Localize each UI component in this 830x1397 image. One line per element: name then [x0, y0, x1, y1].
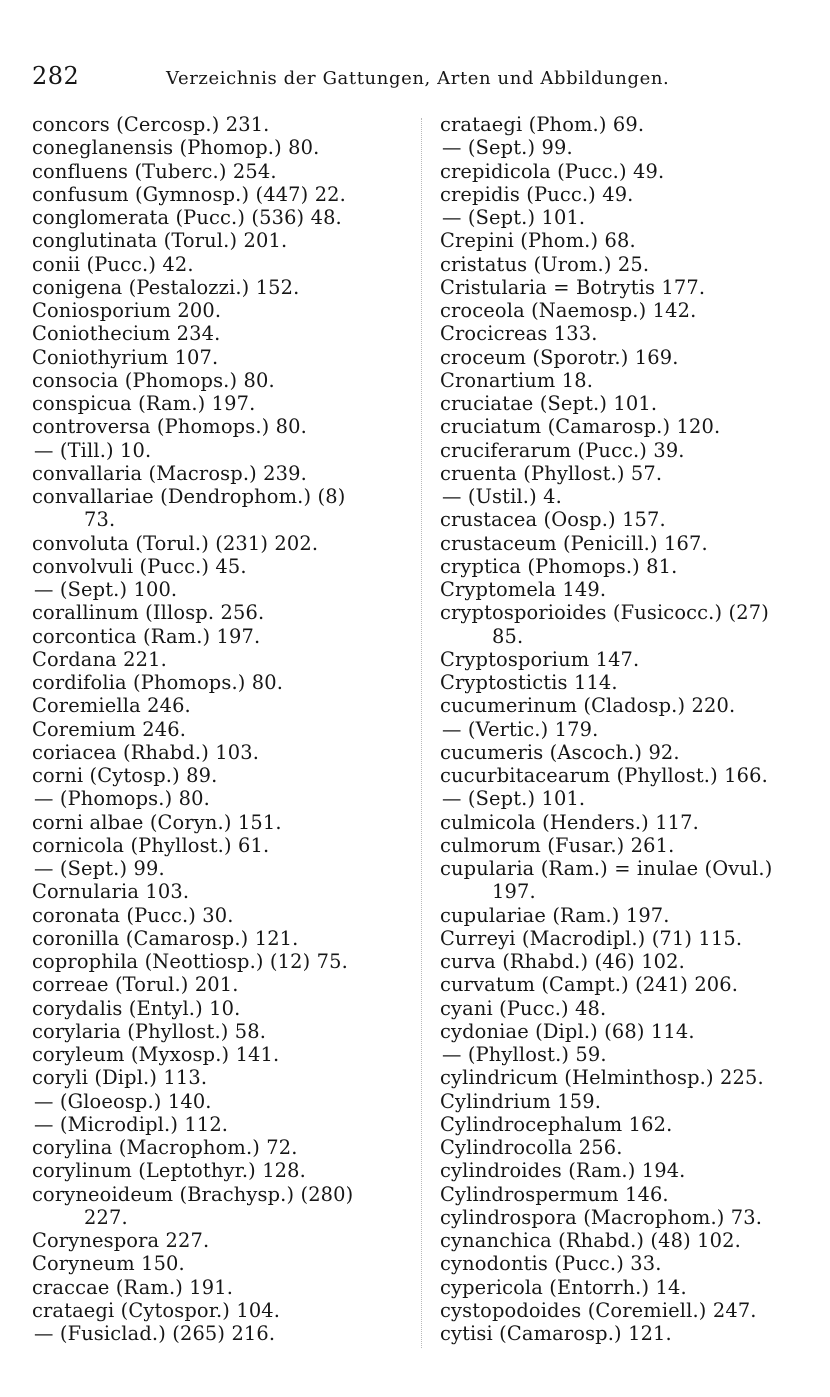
index-subentry: — (Phyllost.) 59.	[442, 1043, 607, 1066]
index-subentry: — (Ustil.) 4.	[442, 485, 562, 508]
index-entry: Crocicreas 133.	[440, 322, 598, 346]
index-entry: corni (Cytosp.) 89.	[32, 764, 218, 787]
index-entry: crepidis (Pucc.) 49.	[440, 182, 634, 206]
index-entry: curvatum (Campt.) (241) 206.	[440, 973, 739, 997]
index-entry: curva (Rhabd.) (46) 102.	[440, 950, 685, 973]
index-entry: Cylindrium 159.	[440, 1089, 602, 1113]
index-subentry: — (Microdipl.) 112.	[34, 1112, 229, 1136]
index-entry: Cylindrocephalum 162.	[440, 1112, 673, 1136]
index-entry: controversa (Phomops.) 80.	[32, 415, 307, 439]
index-entry: cynanchica (Rhabd.) (48) 102.	[440, 1229, 741, 1252]
index-entry: crataegi (Phom.) 69.	[440, 113, 645, 136]
index-entry: cystopodoides (Coremiell.) 247.	[440, 1298, 757, 1322]
index-entry: coryleum (Myxosp.) 141.	[32, 1043, 280, 1066]
index-entry: cylindricum (Helminthosp.) 225.	[440, 1066, 764, 1090]
index-entry: Cylindrospermum 146.	[440, 1182, 669, 1206]
page-header	[32, 62, 802, 96]
index-entry: crustacea (Oosp.) 157.	[440, 508, 666, 532]
index-entry: convallaria (Macrosp.) 239.	[32, 461, 307, 485]
index-entry: Curreyi (Macrodipl.) (71) 115.	[440, 926, 743, 950]
index-entry: coprophila (Neottiosp.) (12) 75.	[32, 950, 348, 973]
index-entry: conspicua (Ram.) 197.	[32, 392, 256, 415]
index-entry: cucumerinum (Cladosp.) 220.	[440, 694, 736, 718]
index-entry: confluens (Tuberc.) 254.	[32, 159, 277, 183]
index-entry: corni albae (Coryn.) 151.	[32, 810, 282, 834]
index-entry: Cornularia 103.	[32, 880, 190, 904]
index-entry: croceum (Sporotr.) 169.	[440, 345, 679, 369]
index-entry: cupulariae (Ram.) 197.	[440, 903, 670, 927]
index-subentry: — (Gloeosp.) 140.	[34, 1089, 212, 1113]
index-entry: Cordana 221.	[32, 647, 167, 671]
index-entry: corydalis (Entyl.) 10.	[32, 996, 241, 1020]
index-entry: crataegi (Cytospor.) 104.	[32, 1298, 281, 1322]
index-entry: convoluta (Torul.) (231) 202.	[32, 531, 319, 555]
index-entry: Cryptomela 149.	[440, 578, 607, 601]
index-entry: corcontica (Ram.) 197.	[32, 624, 261, 648]
index-entry: concors (Cercosp.) 231.	[32, 113, 270, 136]
index-entry: cytisi (Camarosp.) 121.	[440, 1322, 672, 1345]
index-subentry: — (Sept.) 101.	[442, 206, 586, 229]
running-title: Verzeichnis der Gattungen, Arten und Abbildungen.	[166, 68, 670, 89]
index-entry: consocia (Phomops.) 80.	[32, 368, 275, 392]
index-subentry: — (Sept.) 99.	[34, 857, 165, 880]
index-entry: cornicola (Phyllost.) 61.	[32, 833, 270, 857]
index-subentry: — (Sept.) 101.	[442, 787, 586, 811]
index-entry: Crepini (Phom.) 68.	[440, 229, 636, 253]
index-entry: Coryneum 150.	[32, 1252, 185, 1276]
index-entry: coronata (Pucc.) 30.	[32, 903, 234, 927]
index-entry: conigena (Pestalozzi.) 152.	[32, 275, 300, 299]
index-entry: cruciatae (Sept.) 101.	[440, 392, 658, 415]
index-entry: cruenta (Phyllost.) 57.	[440, 461, 663, 485]
index-entry: cyani (Pucc.) 48.	[440, 996, 607, 1020]
index-entry: coryneoideum (Brachysp.) (280)	[32, 1182, 354, 1206]
index-entry: cruciferarum (Pucc.) 39.	[440, 438, 685, 462]
index-entry: coneglanensis (Phomop.) 80.	[32, 136, 320, 160]
index-entry: Coremium 246.	[32, 717, 187, 741]
index-entry: cruciatum (Camarosp.) 120.	[440, 415, 721, 439]
index-entry: coryli (Dipl.) 113.	[32, 1066, 208, 1090]
right-index-column	[440, 113, 812, 1345]
index-entry-continuation: 73.	[84, 508, 116, 532]
index-entry: cylindrospora (Macrophom.) 73.	[440, 1205, 763, 1229]
index-entry: corylaria (Phyllost.) 58.	[32, 1019, 267, 1043]
index-entry: cypericola (Entorrh.) 14.	[440, 1275, 687, 1299]
index-subentry: — (Till.) 10.	[34, 438, 152, 462]
index-subentry: — (Vertic.) 179.	[442, 717, 599, 741]
page-number: 282	[32, 62, 80, 90]
index-entry: Coremiella 246.	[32, 694, 191, 718]
index-entry: Cylindrocolla 256.	[440, 1136, 623, 1159]
index-entry: crepidicola (Pucc.) 49.	[440, 159, 665, 183]
index-entry: Cristularia = Botrytis 177.	[440, 275, 706, 299]
index-entry: cristatus (Urom.) 25.	[440, 252, 650, 276]
index-entry: craccae (Ram.) 191.	[32, 1275, 234, 1299]
index-entry-continuation: 227.	[84, 1205, 128, 1229]
index-entry: corylina (Macrophom.) 72.	[32, 1136, 298, 1159]
index-entry: cydoniae (Dipl.) (68) 114.	[440, 1019, 695, 1043]
index-entry: convallariae (Dendrophom.) (8)	[32, 485, 346, 508]
index-entry: Coniothyrium 107.	[32, 345, 219, 369]
index-entry: corallinum (Illosp. 256.	[32, 601, 265, 625]
index-entry: Cronartium 18.	[440, 368, 594, 392]
index-entry: Corynespora 227.	[32, 1229, 210, 1252]
left-index-column	[32, 113, 410, 1345]
index-entry: culmicola (Henders.) 117.	[440, 810, 699, 834]
index-entry: cryptica (Phomops.) 81.	[440, 554, 678, 578]
index-entry: coriacea (Rhabd.) 103.	[32, 740, 260, 764]
index-entry: conglomerata (Pucc.) (536) 48.	[32, 206, 342, 229]
index-entry-continuation: 85.	[492, 624, 524, 648]
index-entry: cryptosporioides (Fusicocc.) (27)	[440, 601, 769, 625]
column-divider	[421, 118, 422, 1348]
index-entry: Coniosporium 200.	[32, 299, 222, 322]
index-entry: cucumeris (Ascoch.) 92.	[440, 740, 680, 764]
index-subentry: — (Fusiclad.) (265) 216.	[34, 1322, 276, 1345]
index-entry: culmorum (Fusar.) 261.	[440, 833, 675, 857]
index-entry: confusum (Gymnosp.) (447) 22.	[32, 182, 346, 206]
index-entry: correae (Torul.) 201.	[32, 973, 239, 997]
index-entry: convolvuli (Pucc.) 45.	[32, 554, 247, 578]
index-entry: Cryptosporium 147.	[440, 647, 640, 671]
index-entry: Coniothecium 234.	[32, 322, 221, 346]
index-subentry: — (Phomops.) 80.	[34, 787, 210, 811]
index-entry: cupularia (Ram.) = inulae (Ovul.)	[440, 857, 773, 880]
index-entry: cordifolia (Phomops.) 80.	[32, 671, 284, 694]
index-entry: crustaceum (Penicill.) 167.	[440, 531, 708, 555]
index-entry: coronilla (Camarosp.) 121.	[32, 926, 299, 950]
index-entry: cylindroides (Ram.) 194.	[440, 1159, 686, 1183]
index-entry: conii (Pucc.) 42.	[32, 252, 194, 276]
index-entry: conglutinata (Torul.) 201.	[32, 229, 288, 253]
index-entry: croceola (Naemosp.) 142.	[440, 299, 697, 322]
index-subentry: — (Sept.) 99.	[442, 136, 573, 160]
index-entry: cucurbitacearum (Phyllost.) 166.	[440, 764, 768, 787]
index-entry: cynodontis (Pucc.) 33.	[440, 1252, 662, 1276]
index-entry: corylinum (Leptothyr.) 128.	[32, 1159, 306, 1183]
index-entry-continuation: 197.	[492, 880, 536, 904]
index-subentry: — (Sept.) 100.	[34, 578, 178, 601]
index-entry: Cryptostictis 114.	[440, 671, 618, 694]
